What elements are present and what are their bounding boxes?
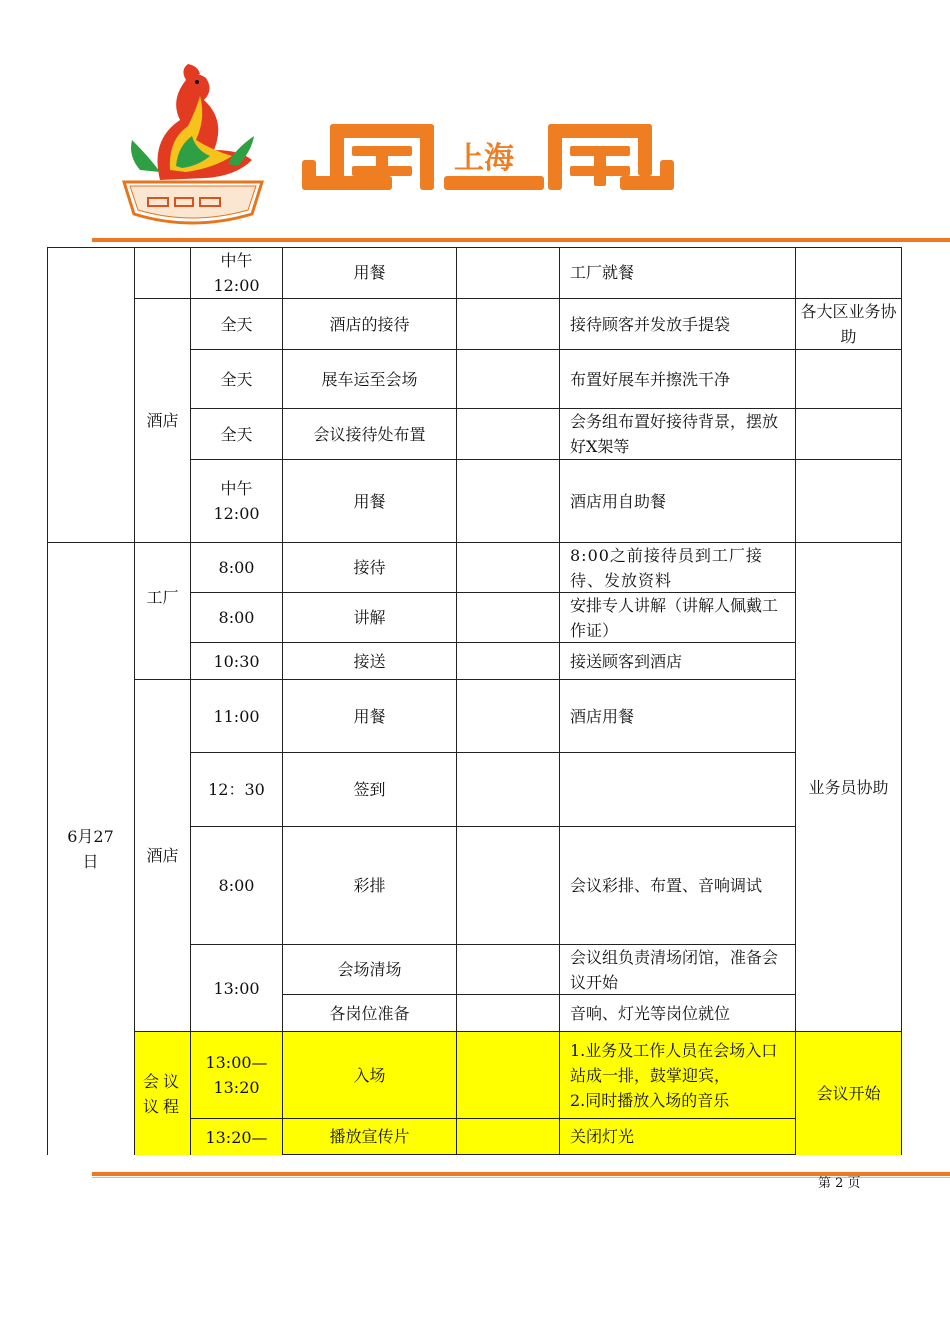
task-cell: 会议接待处布置: [283, 409, 457, 460]
note-cell: [796, 350, 902, 409]
time-cell: 10:30: [191, 643, 283, 680]
date-cell-previous: [47, 247, 135, 543]
time-cell: 11:00: [191, 680, 283, 753]
task-cell: 签到: [283, 753, 457, 827]
time-cell: 8:00: [191, 593, 283, 643]
blank-cell: [457, 643, 560, 680]
detail-cell: 接送顾客到酒店: [560, 643, 796, 680]
time-cell: 中午 12:00: [191, 247, 283, 299]
detail-cell: 音响、灯光等岗位就位: [560, 995, 796, 1032]
note-cell: [796, 247, 902, 299]
task-cell: 彩排: [283, 827, 457, 945]
time-cell: 8:00: [191, 827, 283, 945]
task-cell: 接待: [283, 543, 457, 593]
blank-cell: [457, 680, 560, 753]
place-hotel-2: 酒店: [135, 680, 191, 1032]
detail-cell: 酒店用自助餐: [560, 460, 796, 543]
time-cell: 全天: [191, 350, 283, 409]
time-cell: 13:00: [191, 945, 283, 1032]
task-cell: 展车运至会场: [283, 350, 457, 409]
blank-cell: [457, 753, 560, 827]
detail-cell: 工厂就餐: [560, 247, 796, 299]
note-cell-assist: 业务员协助: [796, 543, 902, 1032]
time-cell: 全天: [191, 409, 283, 460]
task-cell: 播放宣传片: [283, 1119, 457, 1155]
time-cell: 13:00— 13:20: [191, 1032, 283, 1119]
blank-cell: [457, 460, 560, 543]
blank-cell: [457, 995, 560, 1032]
page-number: 第 2 页: [818, 1176, 861, 1191]
time-cell: 13:20—: [191, 1119, 283, 1155]
header-divider: [92, 238, 950, 242]
place-cell-empty: [135, 247, 191, 299]
task-cell: 接送: [283, 643, 457, 680]
blank-cell: [457, 299, 560, 350]
detail-cell: [560, 753, 796, 827]
time-cell: 12：30: [191, 753, 283, 827]
task-cell: 用餐: [283, 460, 457, 543]
time-cell: 中午 12:00: [191, 460, 283, 543]
schedule-table: [47, 247, 902, 1155]
place-factory: 工厂: [135, 543, 191, 680]
blank-cell: [457, 1119, 560, 1155]
task-cell: 用餐: [283, 680, 457, 753]
blank-cell: [457, 945, 560, 995]
detail-cell: 1.业务及工作人员在会场入口站成一排，鼓掌迎宾， 2.同时播放入场的音乐: [560, 1032, 796, 1119]
task-cell: 各岗位准备: [283, 995, 457, 1032]
task-cell: 酒店的接待: [283, 299, 457, 350]
detail-cell: 布置好展车并擦洗干净: [560, 350, 796, 409]
time-cell: 全天: [191, 299, 283, 350]
task-cell: 会场清场: [283, 945, 457, 995]
blank-cell: [457, 350, 560, 409]
detail-cell: 会议组负责清场闭馆，准备会议开始: [560, 945, 796, 995]
blank-cell: [457, 827, 560, 945]
company-logo: [0, 0, 950, 246]
note-cell: [796, 409, 902, 460]
detail-cell: 酒店用餐: [560, 680, 796, 753]
note-cell: 各大区业务协助: [796, 299, 902, 350]
blank-cell: [457, 543, 560, 593]
detail-cell: 接待顾客并发放手提袋: [560, 299, 796, 350]
header: [0, 0, 950, 246]
detail-cell: 会议彩排、布置、音响调试: [560, 827, 796, 945]
blank-cell: [457, 409, 560, 460]
task-cell: 入场: [283, 1032, 457, 1119]
note-cell-meeting: 会议开始: [796, 1032, 902, 1155]
logo-text: 上海: [454, 141, 514, 176]
blank-cell: [457, 1032, 560, 1119]
note-cell: [796, 460, 902, 543]
place-hotel-1: 酒店: [135, 299, 191, 543]
blank-cell: [457, 593, 560, 643]
place-agenda: 会议 议程: [135, 1032, 191, 1155]
task-cell: 用餐: [283, 247, 457, 299]
task-cell: 讲解: [283, 593, 457, 643]
detail-cell: 关闭灯光: [560, 1119, 796, 1155]
detail-cell: 会务组布置好接待背景，摆放好X架等: [560, 409, 796, 460]
date-cell: 6月27 日: [47, 543, 135, 1155]
detail-cell: 8:00之前接待员到工厂接待、发放资料: [560, 543, 796, 593]
wordmark-logo: [302, 124, 674, 190]
blank-cell: [457, 247, 560, 299]
detail-cell: 安排专人讲解（讲解人佩戴工作证）: [560, 593, 796, 643]
time-cell: 8:00: [191, 543, 283, 593]
phoenix-icon: [124, 64, 262, 223]
